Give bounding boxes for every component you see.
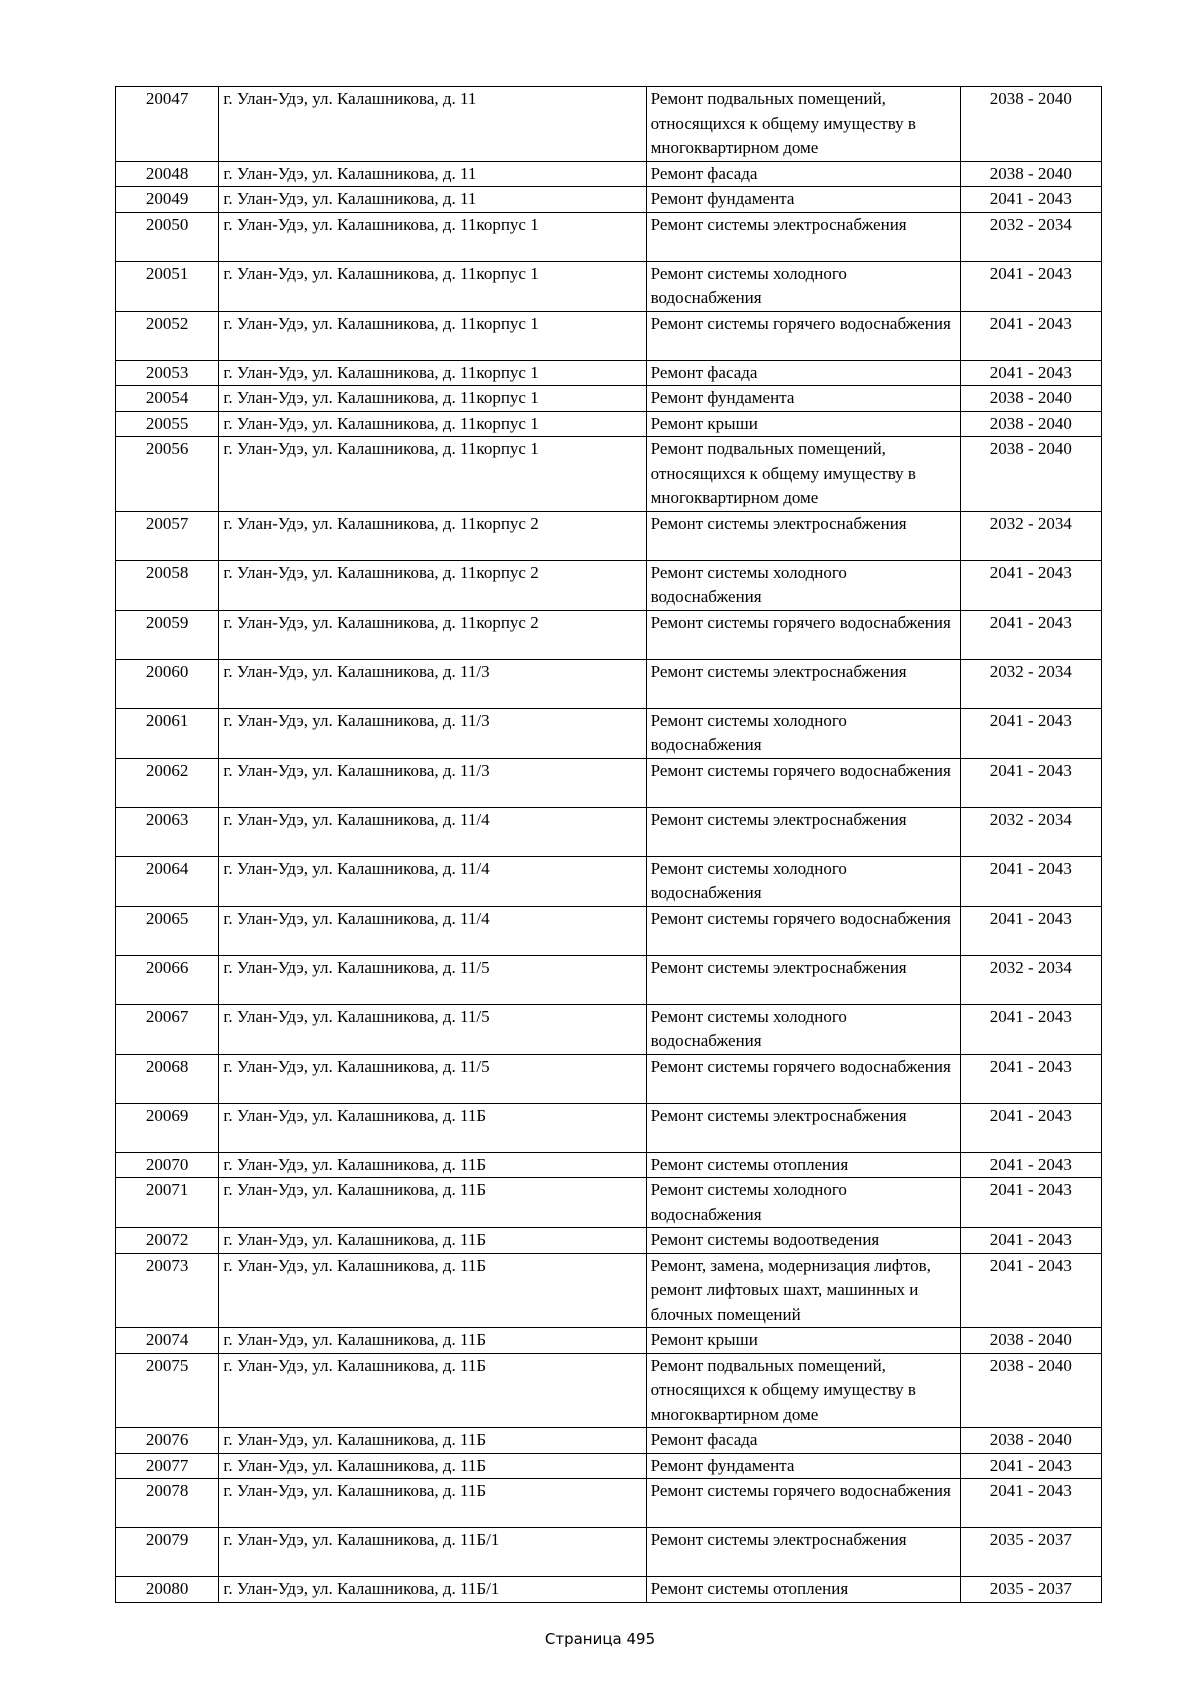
table-row xyxy=(116,1479,1102,1528)
table-row xyxy=(116,1428,1102,1454)
address-cell: г. Улан-Удэ, ул. Калашникова, д. 11корпус 1 xyxy=(219,261,646,311)
table-row xyxy=(116,1152,1102,1178)
row-number-cell: 20076 xyxy=(116,1428,219,1454)
period-cell: 2041 - 2043 xyxy=(960,1004,1101,1054)
address-cell: г. Улан-Удэ, ул. Калашникова, д. 11Б xyxy=(219,1178,646,1228)
row-number-cell: 20066 xyxy=(116,955,219,1004)
table-row xyxy=(116,1353,1102,1428)
address-cell: г. Улан-Удэ, ул. Калашникова, д. 11/4 xyxy=(219,906,646,955)
work-type-cell: Ремонт системы электроснабжения xyxy=(646,659,960,708)
work-type-cell: Ремонт системы холодного водоснабжения xyxy=(646,560,960,610)
address-cell: г. Улан-Удэ, ул. Калашникова, д. 11Б xyxy=(219,1328,646,1354)
period-cell: 2038 - 2040 xyxy=(960,386,1101,412)
work-type-cell: Ремонт системы горячего водоснабжения xyxy=(646,610,960,659)
address-cell: г. Улан-Удэ, ул. Калашникова, д. 11 xyxy=(219,87,646,162)
row-number-cell: 20048 xyxy=(116,161,219,187)
period-cell: 2032 - 2034 xyxy=(960,511,1101,560)
address-cell: г. Улан-Удэ, ул. Калашникова, д. 11/3 xyxy=(219,708,646,758)
address-cell: г. Улан-Удэ, ул. Калашникова, д. 11Б xyxy=(219,1428,646,1454)
period-cell: 2038 - 2040 xyxy=(960,161,1101,187)
address-cell: г. Улан-Удэ, ул. Калашникова, д. 11корпус 1 xyxy=(219,360,646,386)
table-row xyxy=(116,610,1102,659)
work-type-cell: Ремонт системы электроснабжения xyxy=(646,955,960,1004)
address-cell: г. Улан-Удэ, ул. Калашникова, д. 11/4 xyxy=(219,807,646,856)
address-cell: г. Улан-Удэ, ул. Калашникова, д. 11 xyxy=(219,187,646,213)
work-type-cell: Ремонт системы электроснабжения xyxy=(646,511,960,560)
address-cell: г. Улан-Удэ, ул. Калашникова, д. 11корпус 1 xyxy=(219,437,646,512)
row-number-cell: 20055 xyxy=(116,411,219,437)
table-row xyxy=(116,1328,1102,1354)
table-row xyxy=(116,161,1102,187)
row-number-cell: 20050 xyxy=(116,212,219,261)
period-cell: 2041 - 2043 xyxy=(960,758,1101,807)
table-row xyxy=(116,1453,1102,1479)
table-row xyxy=(116,437,1102,512)
table-body xyxy=(116,87,1102,1603)
period-cell: 2041 - 2043 xyxy=(960,1178,1101,1228)
address-cell: г. Улан-Удэ, ул. Калашникова, д. 11Б/1 xyxy=(219,1528,646,1577)
period-cell: 2038 - 2040 xyxy=(960,1353,1101,1428)
table-row xyxy=(116,1253,1102,1328)
period-cell: 2041 - 2043 xyxy=(960,1228,1101,1254)
address-cell: г. Улан-Удэ, ул. Калашникова, д. 11корпус 1 xyxy=(219,212,646,261)
period-cell: 2041 - 2043 xyxy=(960,1152,1101,1178)
period-cell: 2041 - 2043 xyxy=(960,360,1101,386)
table-row xyxy=(116,1054,1102,1103)
row-number-cell: 20070 xyxy=(116,1152,219,1178)
address-cell: г. Улан-Удэ, ул. Калашникова, д. 11корпус 1 xyxy=(219,386,646,412)
row-number-cell: 20059 xyxy=(116,610,219,659)
row-number-cell: 20073 xyxy=(116,1253,219,1328)
row-number-cell: 20071 xyxy=(116,1178,219,1228)
repair-schedule-table xyxy=(115,86,1102,1603)
work-type-cell: Ремонт фундамента xyxy=(646,187,960,213)
work-type-cell: Ремонт подвальных помещений, относящихся к общему имуществу в многоквартирном доме xyxy=(646,87,960,162)
table-row xyxy=(116,1577,1102,1603)
period-cell: 2041 - 2043 xyxy=(960,261,1101,311)
row-number-cell: 20054 xyxy=(116,386,219,412)
period-cell: 2041 - 2043 xyxy=(960,311,1101,360)
table-row xyxy=(116,758,1102,807)
address-cell: г. Улан-Удэ, ул. Калашникова, д. 11Б xyxy=(219,1253,646,1328)
work-type-cell: Ремонт системы отопления xyxy=(646,1152,960,1178)
period-cell: 2032 - 2034 xyxy=(960,955,1101,1004)
row-number-cell: 20047 xyxy=(116,87,219,162)
table-row xyxy=(116,187,1102,213)
address-cell: г. Улан-Удэ, ул. Калашникова, д. 11/3 xyxy=(219,758,646,807)
table-row xyxy=(116,708,1102,758)
row-number-cell: 20077 xyxy=(116,1453,219,1479)
table-row xyxy=(116,1528,1102,1577)
address-cell: г. Улан-Удэ, ул. Калашникова, д. 11/4 xyxy=(219,856,646,906)
work-type-cell: Ремонт подвальных помещений, относящихся к общему имуществу в многоквартирном доме xyxy=(646,1353,960,1428)
row-number-cell: 20064 xyxy=(116,856,219,906)
row-number-cell: 20067 xyxy=(116,1004,219,1054)
work-type-cell: Ремонт системы холодного водоснабжения xyxy=(646,1004,960,1054)
period-cell: 2032 - 2034 xyxy=(960,659,1101,708)
address-cell: г. Улан-Удэ, ул. Калашникова, д. 11Б xyxy=(219,1353,646,1428)
period-cell: 2041 - 2043 xyxy=(960,1479,1101,1528)
period-cell: 2041 - 2043 xyxy=(960,1054,1101,1103)
table-row xyxy=(116,261,1102,311)
work-type-cell: Ремонт фасада xyxy=(646,360,960,386)
work-type-cell: Ремонт крыши xyxy=(646,411,960,437)
period-cell: 2038 - 2040 xyxy=(960,411,1101,437)
work-type-cell: Ремонт фундамента xyxy=(646,386,960,412)
work-type-cell: Ремонт фасада xyxy=(646,161,960,187)
table-row xyxy=(116,560,1102,610)
period-cell: 2041 - 2043 xyxy=(960,560,1101,610)
period-cell: 2038 - 2040 xyxy=(960,1328,1101,1354)
period-cell: 2041 - 2043 xyxy=(960,708,1101,758)
row-number-cell: 20061 xyxy=(116,708,219,758)
table-row xyxy=(116,807,1102,856)
work-type-cell: Ремонт системы водоотведения xyxy=(646,1228,960,1254)
table-row xyxy=(116,659,1102,708)
row-number-cell: 20058 xyxy=(116,560,219,610)
row-number-cell: 20052 xyxy=(116,311,219,360)
work-type-cell: Ремонт системы горячего водоснабжения xyxy=(646,758,960,807)
address-cell: г. Улан-Удэ, ул. Калашникова, д. 11/3 xyxy=(219,659,646,708)
period-cell: 2041 - 2043 xyxy=(960,1453,1101,1479)
work-type-cell: Ремонт системы холодного водоснабжения xyxy=(646,856,960,906)
work-type-cell: Ремонт фундамента xyxy=(646,1453,960,1479)
period-cell: 2035 - 2037 xyxy=(960,1577,1101,1603)
row-number-cell: 20065 xyxy=(116,906,219,955)
page-number: Страница 495 xyxy=(544,1630,656,1648)
work-type-cell: Ремонт, замена, модернизация лифтов, ремонт лифтовых шахт, машинных и блочных помещений xyxy=(646,1253,960,1328)
period-cell: 2038 - 2040 xyxy=(960,437,1101,512)
row-number-cell: 20072 xyxy=(116,1228,219,1254)
table-row xyxy=(116,1178,1102,1228)
address-cell: г. Улан-Удэ, ул. Калашникова, д. 11/5 xyxy=(219,955,646,1004)
work-type-cell: Ремонт системы холодного водоснабжения xyxy=(646,1178,960,1228)
address-cell: г. Улан-Удэ, ул. Калашникова, д. 11Б xyxy=(219,1453,646,1479)
address-cell: г. Улан-Удэ, ул. Калашникова, д. 11Б xyxy=(219,1103,646,1152)
work-type-cell: Ремонт фасада xyxy=(646,1428,960,1454)
row-number-cell: 20049 xyxy=(116,187,219,213)
work-type-cell: Ремонт системы электроснабжения xyxy=(646,1103,960,1152)
table-row xyxy=(116,1228,1102,1254)
address-cell: г. Улан-Удэ, ул. Калашникова, д. 11/5 xyxy=(219,1054,646,1103)
table-row xyxy=(116,411,1102,437)
period-cell: 2032 - 2034 xyxy=(960,807,1101,856)
period-cell: 2038 - 2040 xyxy=(960,87,1101,162)
row-number-cell: 20069 xyxy=(116,1103,219,1152)
work-type-cell: Ремонт системы горячего водоснабжения xyxy=(646,1054,960,1103)
row-number-cell: 20079 xyxy=(116,1528,219,1577)
address-cell: г. Улан-Удэ, ул. Калашникова, д. 11Б xyxy=(219,1152,646,1178)
address-cell: г. Улан-Удэ, ул. Калашникова, д. 11Б xyxy=(219,1228,646,1254)
work-type-cell: Ремонт системы электроснабжения xyxy=(646,1528,960,1577)
table-row xyxy=(116,955,1102,1004)
table-row xyxy=(116,1004,1102,1054)
work-type-cell: Ремонт системы холодного водоснабжения xyxy=(646,261,960,311)
work-type-cell: Ремонт системы горячего водоснабжения xyxy=(646,311,960,360)
work-type-cell: Ремонт системы электроснабжения xyxy=(646,212,960,261)
table-row xyxy=(116,87,1102,162)
row-number-cell: 20053 xyxy=(116,360,219,386)
row-number-cell: 20078 xyxy=(116,1479,219,1528)
row-number-cell: 20063 xyxy=(116,807,219,856)
row-number-cell: 20074 xyxy=(116,1328,219,1354)
period-cell: 2041 - 2043 xyxy=(960,1103,1101,1152)
period-cell: 2041 - 2043 xyxy=(960,1253,1101,1328)
row-number-cell: 20075 xyxy=(116,1353,219,1428)
address-cell: г. Улан-Удэ, ул. Калашникова, д. 11корпус 2 xyxy=(219,511,646,560)
address-cell: г. Улан-Удэ, ул. Калашникова, д. 11Б/1 xyxy=(219,1577,646,1603)
row-number-cell: 20060 xyxy=(116,659,219,708)
work-type-cell: Ремонт системы горячего водоснабжения xyxy=(646,1479,960,1528)
period-cell: 2041 - 2043 xyxy=(960,187,1101,213)
work-type-cell: Ремонт системы горячего водоснабжения xyxy=(646,906,960,955)
table-row xyxy=(116,906,1102,955)
work-type-cell: Ремонт подвальных помещений, относящихся к общему имуществу в многоквартирном доме xyxy=(646,437,960,512)
table-row xyxy=(116,511,1102,560)
row-number-cell: 20068 xyxy=(116,1054,219,1103)
row-number-cell: 20057 xyxy=(116,511,219,560)
row-number-cell: 20080 xyxy=(116,1577,219,1603)
table-row xyxy=(116,1103,1102,1152)
work-type-cell: Ремонт крыши xyxy=(646,1328,960,1354)
table-row xyxy=(116,856,1102,906)
period-cell: 2041 - 2043 xyxy=(960,906,1101,955)
address-cell: г. Улан-Удэ, ул. Калашникова, д. 11Б xyxy=(219,1479,646,1528)
period-cell: 2041 - 2043 xyxy=(960,856,1101,906)
work-type-cell: Ремонт системы отопления xyxy=(646,1577,960,1603)
table-row xyxy=(116,360,1102,386)
address-cell: г. Улан-Удэ, ул. Калашникова, д. 11корпус 1 xyxy=(219,411,646,437)
period-cell: 2041 - 2043 xyxy=(960,610,1101,659)
table-row xyxy=(116,212,1102,261)
address-cell: г. Улан-Удэ, ул. Калашникова, д. 11 xyxy=(219,161,646,187)
table-row xyxy=(116,311,1102,360)
work-type-cell: Ремонт системы электроснабжения xyxy=(646,807,960,856)
row-number-cell: 20051 xyxy=(116,261,219,311)
address-cell: г. Улан-Удэ, ул. Калашникова, д. 11/5 xyxy=(219,1004,646,1054)
address-cell: г. Улан-Удэ, ул. Калашникова, д. 11корпус 2 xyxy=(219,560,646,610)
period-cell: 2032 - 2034 xyxy=(960,212,1101,261)
row-number-cell: 20056 xyxy=(116,437,219,512)
period-cell: 2035 - 2037 xyxy=(960,1528,1101,1577)
period-cell: 2038 - 2040 xyxy=(960,1428,1101,1454)
address-cell: г. Улан-Удэ, ул. Калашникова, д. 11корпус 1 xyxy=(219,311,646,360)
address-cell: г. Улан-Удэ, ул. Калашникова, д. 11корпус 2 xyxy=(219,610,646,659)
work-type-cell: Ремонт системы холодного водоснабжения xyxy=(646,708,960,758)
row-number-cell: 20062 xyxy=(116,758,219,807)
table-row xyxy=(116,386,1102,412)
